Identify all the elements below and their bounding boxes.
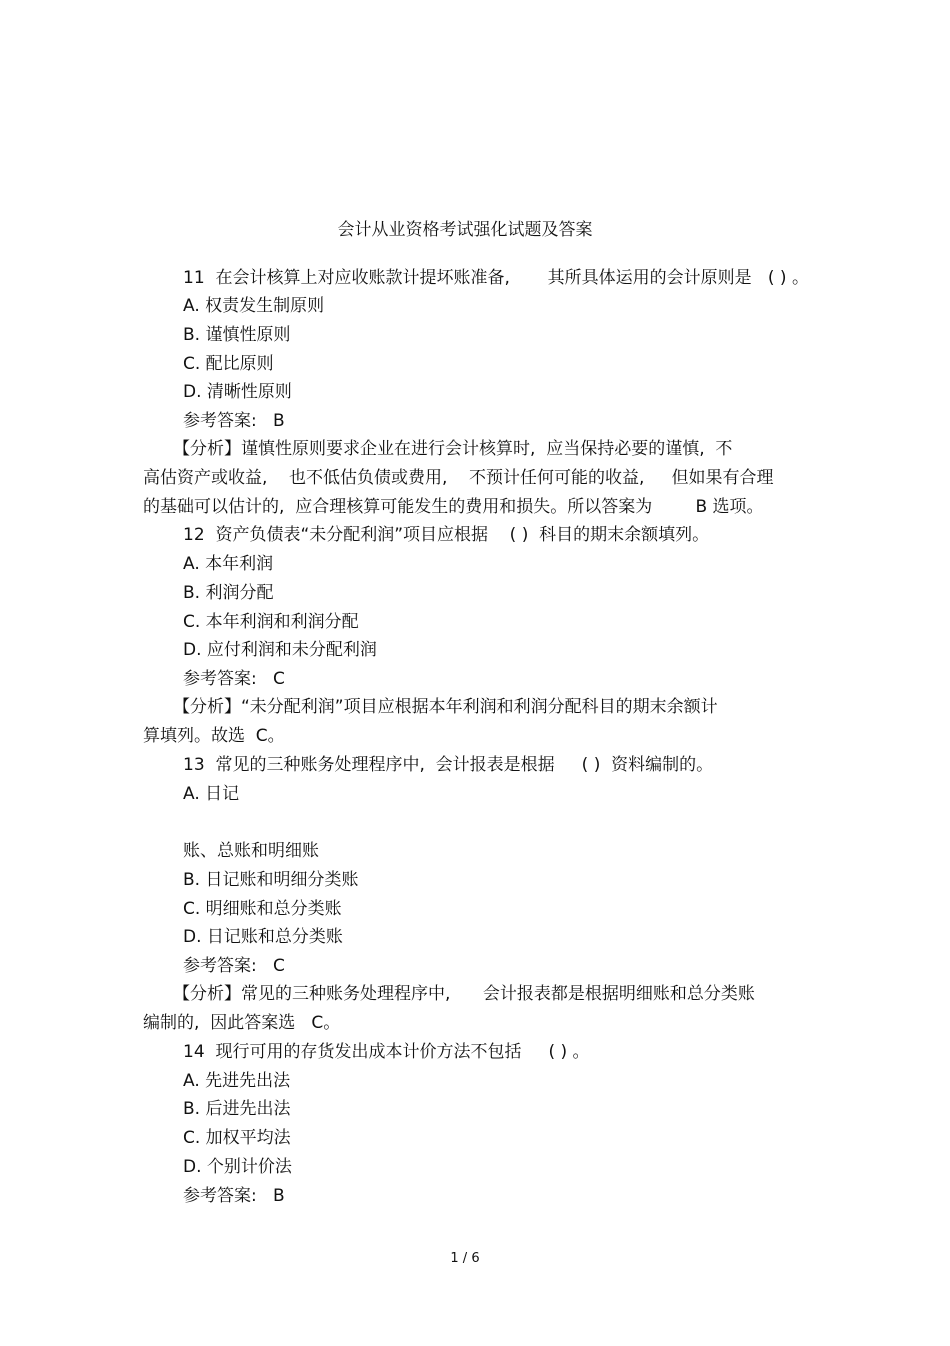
option-c: C. 明细账和总分类账 [183,899,342,919]
page-number: 1 / 6 [450,1251,480,1266]
page-title: 会计从业资格考试强化试题及答案 [337,220,593,240]
reference-answer: 参考答案: B [183,411,285,431]
question-stem: 12 资产负债表“未分配利润”项目应根据 ( ) 科目的期末余额填列。 [183,525,710,545]
question-stem: 11 在会计核算上对应收账款计提坏账准备, 其所具体运用的会计原则是 ( ) 。 [183,268,809,288]
analysis-line: 的基础可以估计的, 应合理核算可能发生的费用和损失。所以答案为 B 选项。 [143,497,764,517]
option-a: A. 权责发生制原则 [183,296,325,316]
question-stem: 14 现行可用的存货发出成本计价方法不包括 ( ) 。 [183,1042,590,1062]
option-d: D. 日记账和总分类账 [183,927,343,947]
option-c: C. 配比原则 [183,354,274,374]
option-b: B. 后进先出法 [183,1099,291,1119]
analysis-line: 算填列。故选 C。 [143,726,285,746]
option-a: A. 先进先出法 [183,1071,291,1091]
option-d: D. 清晰性原则 [183,382,292,402]
option-c: C. 加权平均法 [183,1128,291,1148]
option-b: B. 利润分配 [183,583,274,603]
analysis-line: 高估资产或收益, 也不低估负债或费用, 不预计任何可能的收益, 但如果有合理 [143,468,774,488]
option-d: D. 应付利润和未分配利润 [183,640,377,660]
option-d: D. 个别计价法 [183,1157,292,1177]
analysis-line: 【分析】“未分配利润”项目应根据本年利润和利润分配科目的期末余额计 [173,697,718,717]
option-a: A. 本年利润 [183,554,274,574]
option-c: C. 本年利润和利润分配 [183,612,359,632]
option-b: B. 日记账和明细分类账 [183,870,359,890]
analysis-line: 编制的, 因此答案选 C。 [143,1013,341,1033]
reference-answer: 参考答案: C [183,669,285,689]
reference-answer: 参考答案: B [183,1186,285,1206]
option-a: A. 日记 [183,784,240,804]
option-a-continued: 账、总账和明细账 [183,841,319,861]
question-stem: 13 常见的三种账务处理程序中, 会计报表是根据 ( ) 资料编制的。 [183,755,714,775]
option-b: B. 谨慎性原则 [183,325,291,345]
analysis-line: 【分析】常见的三种账务处理程序中, 会计报表都是根据明细账和总分类账 [173,984,755,1004]
reference-answer: 参考答案: C [183,956,285,976]
analysis-line: 【分析】谨慎性原则要求企业在进行会计核算时, 应当保持必要的谨慎, 不 [173,439,733,459]
